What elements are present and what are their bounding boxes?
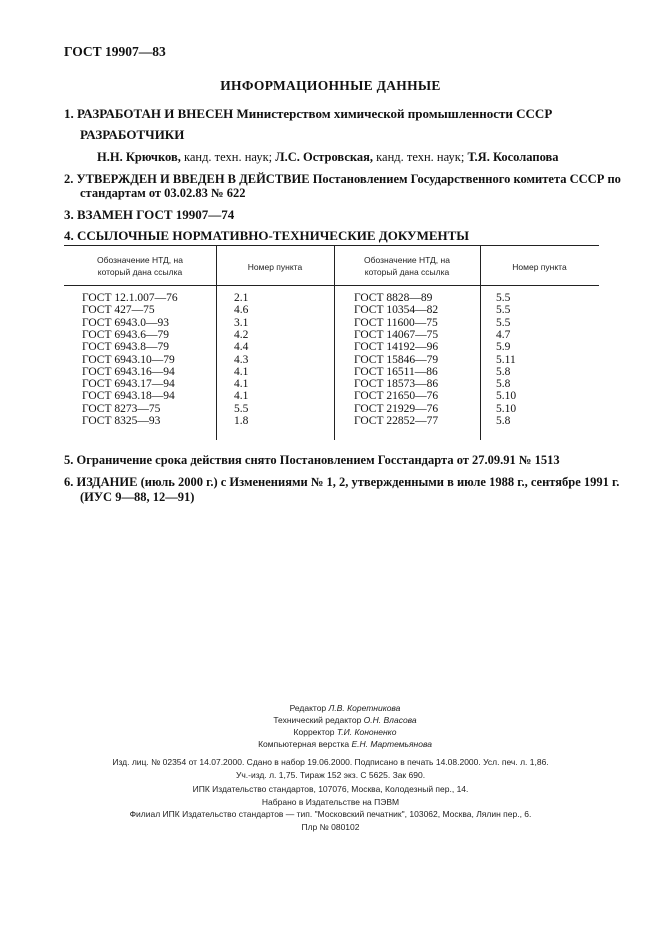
section-1-heading: РАЗРАБОТАН И ВНЕСЕН bbox=[77, 106, 234, 121]
section-4-text: ССЫЛОЧНЫЕ НОРМАТИВНО-ТЕХНИЧЕСКИЕ ДОКУМЕНТЫ bbox=[77, 228, 470, 243]
staff-role: Компьютерная верстка bbox=[258, 739, 350, 749]
table-cell-item: 5.8 bbox=[496, 415, 511, 427]
header-doc-line2: который дана ссылка bbox=[364, 267, 450, 277]
table-cell-item: 1.8 bbox=[234, 415, 249, 427]
reference-table bbox=[64, 245, 599, 440]
printer-line: Плр № 080102 bbox=[301, 821, 360, 832]
table-cell-item: 2.1 bbox=[234, 292, 249, 304]
table-cell-item: 5.5 bbox=[496, 292, 511, 304]
staff-name: Т.И. Кононенко bbox=[336, 727, 397, 737]
staff-role: Технический редактор bbox=[273, 715, 362, 725]
section-5-text: Ограничение срока действия снято Постановлением Госстандарта от 27.09.91 № 1513 bbox=[76, 453, 560, 467]
header-doc-left bbox=[64, 254, 216, 278]
table-header-rule bbox=[64, 285, 599, 286]
table-cell-item: 5.8 bbox=[496, 365, 511, 378]
table-cell-document: ГОСТ 14192—96 bbox=[354, 341, 439, 354]
table-cell-item: 4.4 bbox=[234, 341, 249, 354]
table-cell-item: 4.2 bbox=[234, 328, 249, 341]
developer-title: канд. техн. наук; bbox=[183, 150, 273, 164]
section-3-text: ВЗАМЕН ГОСТ 19907—74 bbox=[77, 207, 235, 222]
table-cell-document: ГОСТ 22852—77 bbox=[354, 415, 439, 427]
table-cell-item: 4.1 bbox=[234, 378, 249, 391]
section-2 bbox=[64, 172, 621, 187]
developers-list bbox=[97, 150, 559, 165]
developers-heading: РАЗРАБОТЧИКИ bbox=[80, 127, 185, 142]
table-cell-document: ГОСТ 16511—86 bbox=[354, 365, 438, 378]
section-6-heading: ИЗДАНИЕ bbox=[76, 475, 138, 489]
table-cell-item: 5.11 bbox=[496, 353, 516, 366]
staff-role: Редактор bbox=[289, 703, 327, 713]
section-6 bbox=[64, 475, 619, 490]
table-cell-item: 4.3 bbox=[234, 353, 249, 366]
section-3-number: 3. bbox=[64, 207, 74, 222]
table-cell-document: ГОСТ 427—75 bbox=[82, 304, 155, 317]
developer-name: Л.С. Островская, bbox=[275, 150, 374, 164]
editorial-staff bbox=[180, 702, 510, 750]
table-cell-item: 4.1 bbox=[234, 365, 249, 378]
section-6-line2: (ИУС 9—88, 12—91) bbox=[80, 490, 195, 504]
table-cell-item: 5.9 bbox=[496, 341, 511, 354]
table-cell-document: ГОСТ 6943.0—93 bbox=[82, 316, 170, 329]
table-cell-document: ГОСТ 18573—86 bbox=[354, 378, 439, 391]
developer-name: Н.Н. Крючков, bbox=[97, 150, 181, 164]
staff-name: Л.В. Коретникова bbox=[328, 703, 401, 713]
table-cell-item: 4.1 bbox=[234, 390, 249, 403]
section-2-text: Постановлением Государственного комитета СССР по bbox=[312, 172, 621, 186]
table-cell-document: ГОСТ 21650—76 bbox=[354, 390, 439, 403]
table-cell-document: ГОСТ 6943.10—79 bbox=[82, 353, 175, 366]
section-2-line2: стандартам от 03.02.83 № 622 bbox=[80, 186, 246, 200]
header-item-left: Номер пункта bbox=[247, 262, 303, 272]
table-cell-item: 5.5 bbox=[234, 402, 249, 415]
document-code: ГОСТ 19907—83 bbox=[64, 44, 166, 59]
section-5 bbox=[64, 453, 560, 468]
table-cell-document: ГОСТ 15846—79 bbox=[354, 353, 439, 366]
table-cell-document: ГОСТ 21929—76 bbox=[354, 402, 439, 415]
publishing-line: Уч.-изд. л. 1,75. Тираж 152 экз. С 5625. Зак 690. bbox=[235, 769, 426, 780]
staff-name: Е.Н. Мартемьянова bbox=[351, 739, 432, 749]
table-cell-item: 3.1 bbox=[234, 316, 249, 329]
table-cell-document: ГОСТ 8325—93 bbox=[82, 415, 161, 427]
header-doc-line2: который дана ссылка bbox=[97, 267, 183, 277]
staff-row bbox=[180, 714, 510, 726]
section-1 bbox=[64, 106, 552, 122]
section-6-number: 6. bbox=[64, 475, 74, 489]
header-doc-line1: Обозначение НТД, на bbox=[97, 255, 183, 265]
staff-row bbox=[180, 726, 510, 738]
section-3 bbox=[64, 207, 234, 223]
table-cell-item: 5.5 bbox=[496, 304, 511, 317]
header-item-right: Номер пункта bbox=[512, 262, 567, 272]
developer-name: Т.Я. Косолапова bbox=[467, 150, 559, 164]
section-1-text: Министерством химической промышленности СССР bbox=[236, 106, 553, 121]
printer-line: Набрано в Издательстве на ПЭВМ bbox=[261, 796, 400, 807]
header-doc-line1: Обозначение НТД, на bbox=[364, 255, 450, 265]
section-6-text: (июль 2000 г.) с Изменениями № 1, 2, утвержденными в июле 1988 г., сентябре 1991 г. bbox=[140, 475, 620, 489]
staff-role: Корректор bbox=[293, 727, 335, 737]
table-cell-item: 5.8 bbox=[496, 378, 511, 391]
table-cell-item: 4.6 bbox=[234, 304, 249, 317]
printer-details bbox=[0, 783, 661, 833]
table-cell-document: ГОСТ 12.1.007—76 bbox=[82, 292, 178, 304]
publishing-line: Изд. лиц. № 02354 от 14.07.2000. Сдано в набор 19.06.2000. Подписано в печать 14.08.2000. Усл. печ. л. 1,86. bbox=[112, 757, 549, 767]
staff-name: О.Н. Власова bbox=[363, 715, 417, 725]
table-cell-document: ГОСТ 8828—89 bbox=[354, 292, 433, 304]
section-4 bbox=[64, 228, 469, 244]
table-top-rule bbox=[64, 245, 599, 246]
table-cell-document: ГОСТ 14067—75 bbox=[354, 328, 439, 341]
table-cell-document: ГОСТ 8273—75 bbox=[82, 402, 161, 415]
printer-line: ИПК Издательство стандартов, 107076, Москва, Колодезный пер., 14. bbox=[192, 784, 469, 794]
table-cell-document: ГОСТ 6943.17—94 bbox=[82, 378, 175, 391]
section-1-number: 1. bbox=[64, 106, 74, 121]
table-column-divider bbox=[216, 245, 217, 440]
table-cell-item: 4.7 bbox=[496, 328, 511, 341]
table-cell-document: ГОСТ 6943.18—94 bbox=[82, 390, 175, 403]
section-2-heading: УТВЕРЖДЕН И ВВЕДЕН В ДЕЙСТВИЕ bbox=[76, 172, 310, 186]
printer-line: Филиал ИПК Издательство стандартов — тип. "Московский печатник", 103062, Москва, Лялин пер., 6. bbox=[129, 809, 532, 819]
header-doc-right bbox=[334, 254, 480, 278]
section-2-number: 2. bbox=[64, 172, 74, 186]
page-title: ИНФОРМАЦИОННЫЕ ДАННЫЕ bbox=[220, 78, 441, 93]
publishing-details bbox=[0, 756, 661, 781]
table-column-divider bbox=[480, 245, 481, 440]
section-5-number: 5. bbox=[64, 453, 74, 467]
table-cell-document: ГОСТ 11600—75 bbox=[354, 316, 438, 329]
table-cell-item: 5.10 bbox=[496, 402, 517, 415]
table-cell-item: 5.10 bbox=[496, 390, 517, 403]
table-cell-document: ГОСТ 10354—82 bbox=[354, 304, 439, 317]
staff-row bbox=[180, 702, 510, 714]
table-cell-item: 5.5 bbox=[496, 316, 511, 329]
staff-row bbox=[180, 738, 510, 750]
table-cell-document: ГОСТ 6943.6—79 bbox=[82, 328, 170, 341]
table-cell-document: ГОСТ 6943.16—94 bbox=[82, 365, 175, 378]
developer-title: канд. техн. наук; bbox=[376, 150, 465, 164]
table-cell-document: ГОСТ 6943.8—79 bbox=[82, 341, 170, 354]
section-4-number: 4. bbox=[64, 228, 74, 243]
